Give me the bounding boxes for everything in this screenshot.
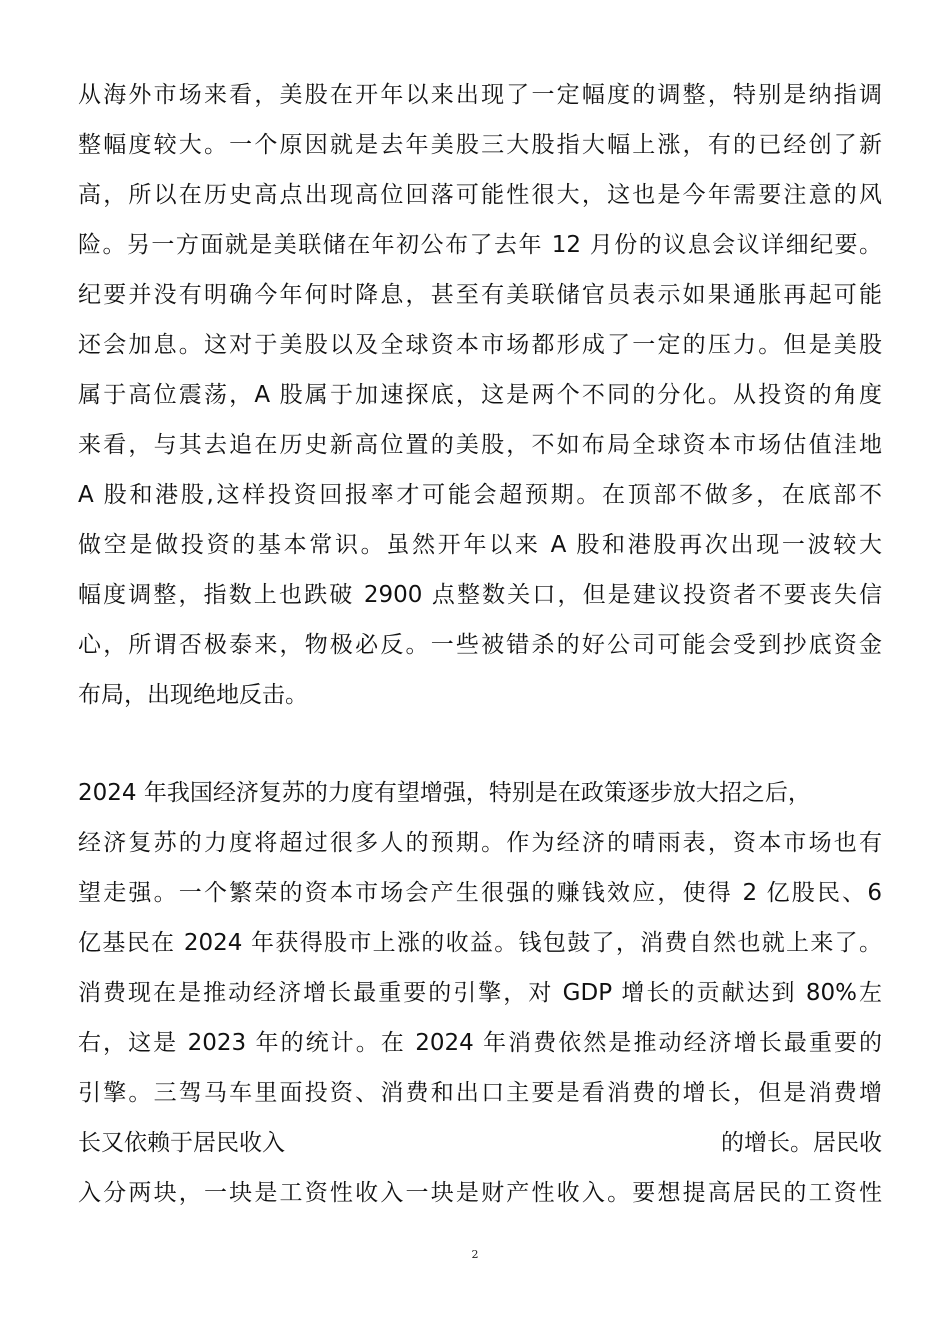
text-line: 入分两块，一块是工资性收入一块是财产性收入。要想提高居民的工资性	[78, 1180, 882, 1206]
text-line: 经济复苏的力度将超过很多人的预期。作为经济的晴雨表，资本市场也有	[78, 830, 882, 856]
text-line: 险。另一方面就是美联储在年初公布了去年 12 月份的议息会议详细纪要。	[78, 232, 882, 258]
text-line-right: 的增长。居民收	[721, 1130, 882, 1156]
text-line: 亿基民在 2024 年获得股市上涨的收益。钱包鼓了，消费自然也就上来了。	[78, 930, 882, 956]
text-line: 从海外市场来看，美股在开年以来出现了一定幅度的调整，特别是纳指调	[78, 82, 882, 108]
text-line: 幅度调整，指数上也跌破 2900 点整数关口，但是建议投资者不要丧失信	[78, 582, 882, 608]
text-line-with-gap	[78, 1118, 882, 1168]
text-line: 还会加息。这对于美股以及全球资本市场都形成了一定的压力。但是美股	[78, 332, 882, 358]
text-line: 做空是做投资的基本常识。虽然开年以来 A 股和港股再次出现一波较大	[78, 532, 882, 558]
text-line: A 股和港股,这样投资回报率才可能会超预期。在顶部不做多，在底部不	[78, 482, 882, 508]
text-line: 属于高位震荡，A 股属于加速探底，这是两个不同的分化。从投资的角度	[78, 382, 882, 408]
text-line: 来看，与其去追在历史新高位置的美股，不如布局全球资本市场估值洼地	[78, 432, 882, 458]
text-line: 布局，出现绝地反击。	[78, 682, 308, 708]
text-line: 心，所谓否极泰来，物极必反。一些被错杀的好公司可能会受到抄底资金	[78, 632, 882, 658]
text-line: 高，所以在历史高点出现高位回落可能性很大，这也是今年需要注意的风	[78, 182, 882, 208]
text-line: 引擎。三驾马车里面投资、消费和出口主要是看消费的增长，但是消费增	[78, 1080, 882, 1106]
text-line: 纪要并没有明确今年何时降息，甚至有美联储官员表示如果通胀再起可能	[78, 282, 882, 308]
page-number: 2	[471, 1248, 479, 1261]
paragraph-economic-recovery	[78, 768, 882, 1218]
text-line: 望走强。一个繁荣的资本市场会产生很强的赚钱效应，使得 2 亿股民、6	[78, 880, 882, 906]
text-line-left: 长又依赖于居民收入	[78, 1130, 285, 1156]
text-line: 右，这是 2023 年的统计。在 2024 年消费依然是推动经济增长最重要的	[78, 1030, 882, 1056]
text-line: 整幅度较大。一个原因就是去年美股三大股指大幅上涨，有的已经创了新	[78, 132, 882, 158]
text-line: 消费现在是推动经济增长最重要的引擎，对 GDP 增长的贡献达到 80%左	[78, 980, 882, 1006]
paragraph-overseas-markets	[78, 70, 882, 720]
text-line: 2024 年我国经济复苏的力度有望增强，特别是在政策逐步放大招之后，	[78, 780, 811, 806]
